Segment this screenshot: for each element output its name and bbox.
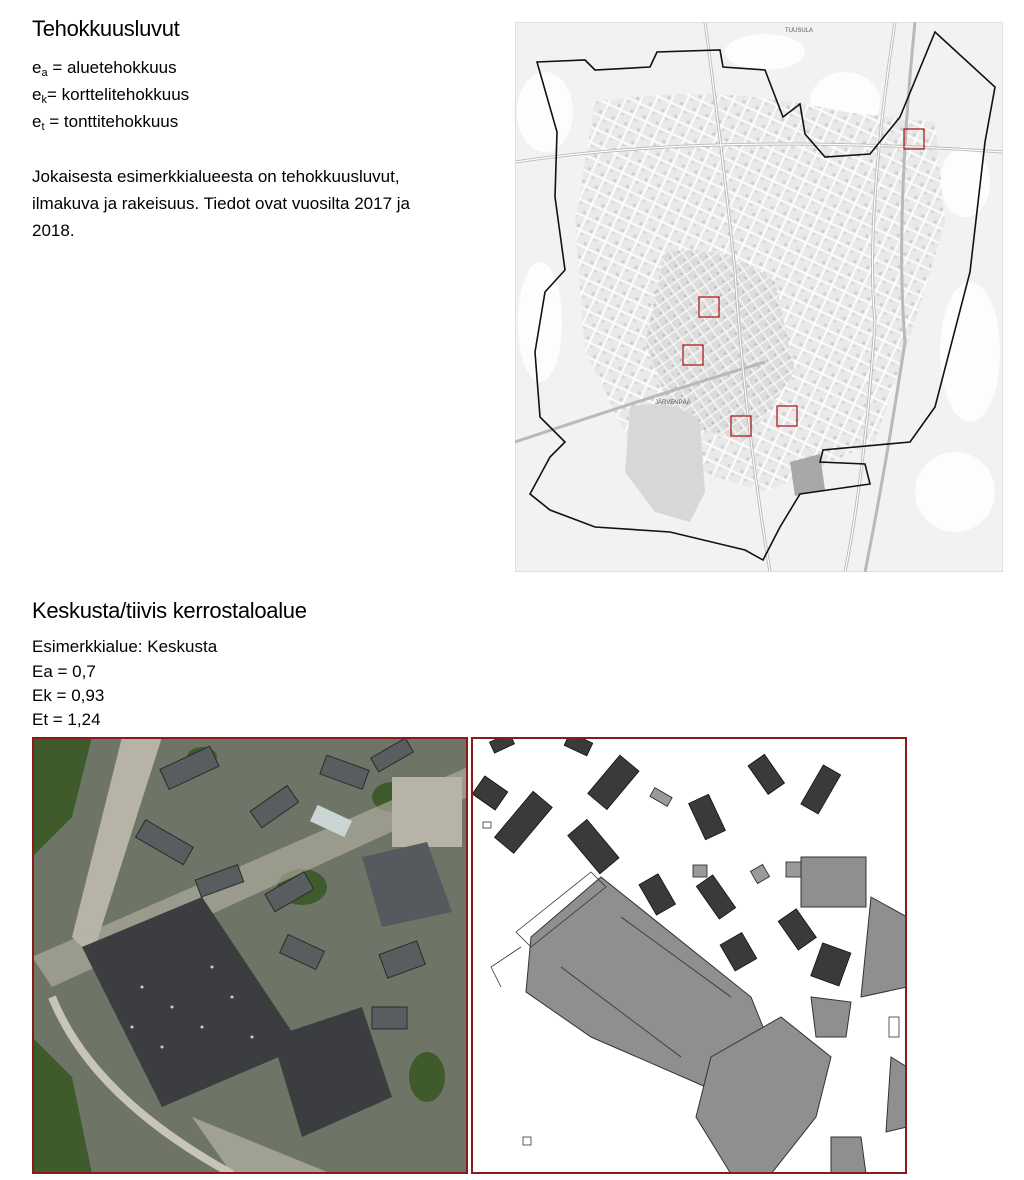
area-efficiency-value: Ea = 0,7 [32, 662, 96, 681]
block-efficiency-value: Ek = 0,93 [32, 686, 105, 705]
building-grain-map [471, 737, 907, 1174]
plot-efficiency-value: Et = 1,24 [32, 710, 101, 729]
definition-et: $e_t$ = tonttitehokkuus [32, 112, 179, 133]
definition-ea: $e_a$ = aluetehokkuus [32, 58, 177, 79]
example-area-label: Esimerkkialue: Keskusta [32, 637, 218, 656]
map-label-north: TUUSULA [785, 28, 814, 34]
map-label-center: JÄRVENPÄÄ [655, 400, 691, 406]
city-overview-map [515, 22, 1003, 572]
section-heading-center: Keskusta/tiivis kerrostaloalue [32, 598, 307, 623]
aerial-photo [32, 737, 468, 1174]
intro-paragraph: Jokaisesta esimerkkialueesta on tehokkuusluvut, ilmakuva ja rakeisuus. Tiedot ovat vuosilta 2017 ja 2018. [32, 167, 410, 240]
definition-ek: $e_k=$ korttelitehokkuus [32, 85, 190, 106]
section-heading-efficiency: Tehokkuusluvut [32, 16, 180, 41]
